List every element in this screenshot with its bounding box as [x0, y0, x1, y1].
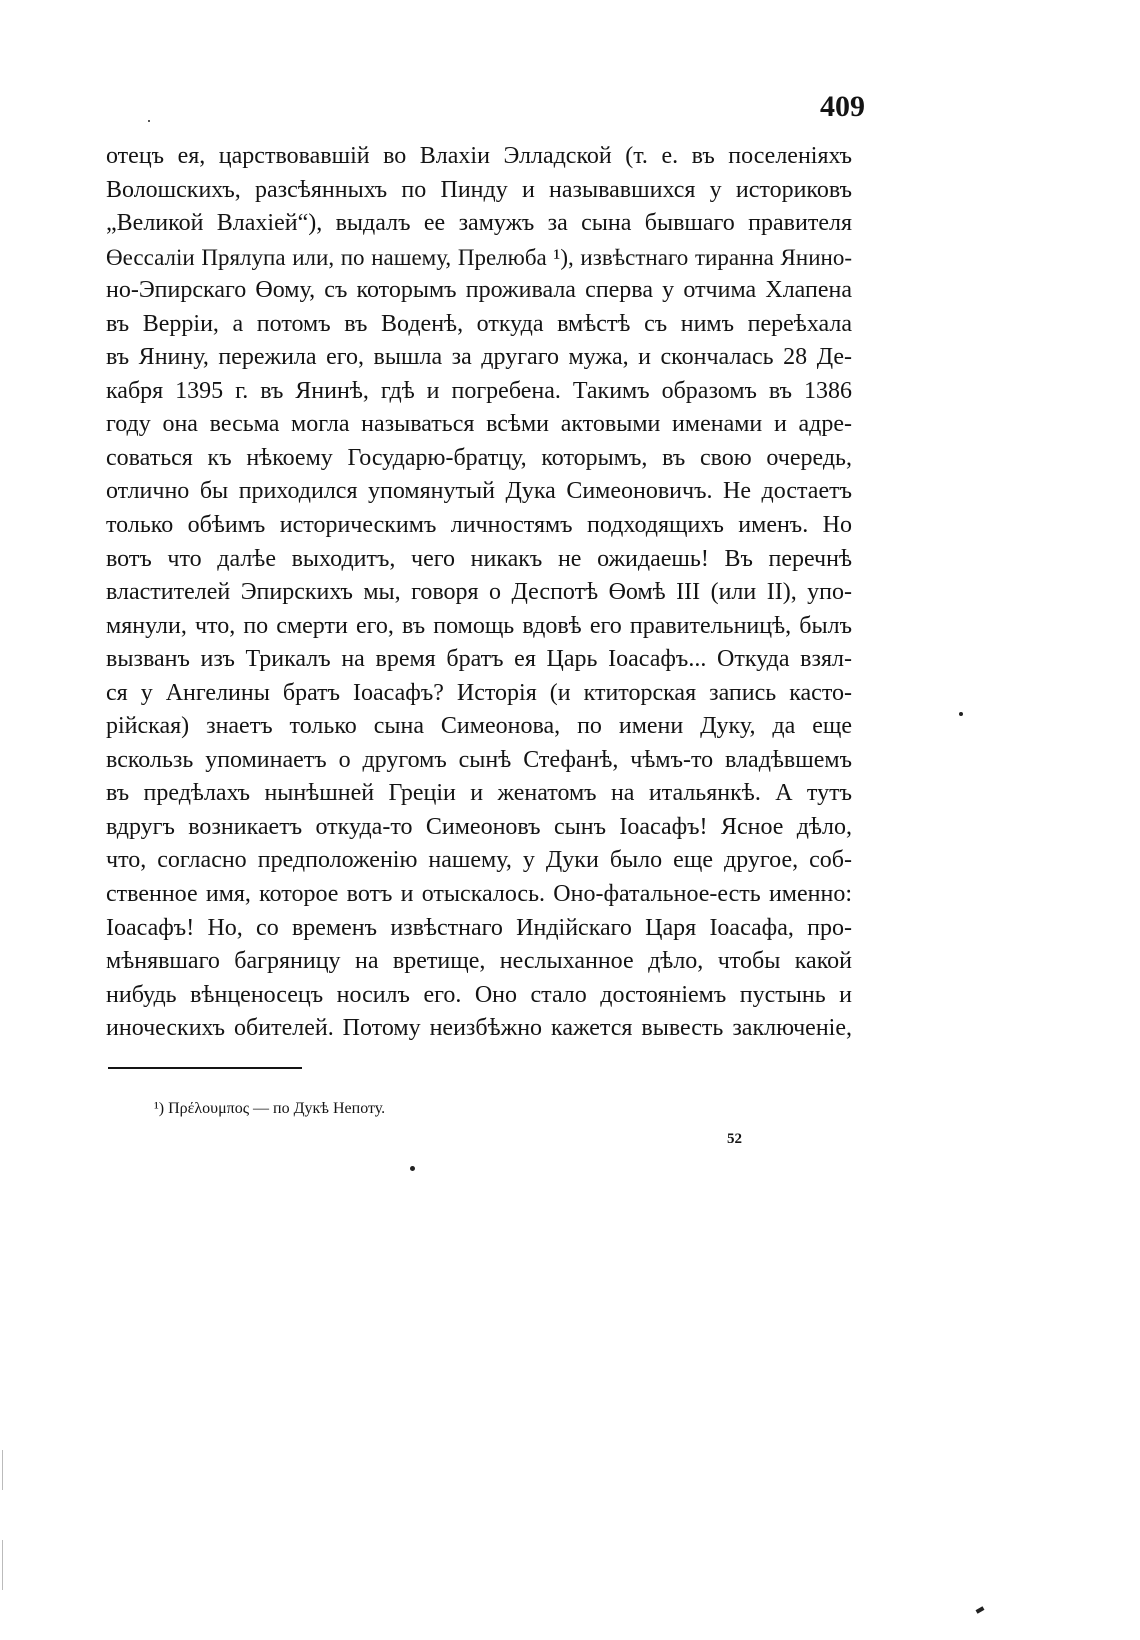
- text-line: въ Янину, пережила его, вышла за другаго мужа, и скончалась 28 Де-: [106, 344, 852, 371]
- print-speck: [148, 120, 150, 122]
- text-line: только обѣимъ историческимъ личностямъ подходящихъ именъ. Но: [106, 512, 852, 539]
- body-text: [106, 140, 852, 1046]
- footnote: ¹) Πρέλουμπος — по Дукѣ Непоту.: [154, 1100, 386, 1117]
- text-line: Өессаліи Прялупа или, по нашему, Прелюба ¹), извѣстнаго тиранна Янино-: [106, 244, 852, 270]
- print-speck: [410, 1166, 415, 1171]
- text-line: что, согласно предположенію нашему, у Дуки было еще другое, соб-: [106, 847, 852, 874]
- print-speck: [976, 1606, 985, 1613]
- text-line: нибудь вѣнценосецъ носилъ его. Оно стало достояніемъ пустынь и: [106, 981, 852, 1008]
- scan-edge-mark: [2, 1450, 3, 1490]
- text-line: властителей Эпирскихъ мы, говоря о Деспотѣ Өомѣ III (или II), упо-: [106, 579, 852, 606]
- text-line: Волошскихъ, разсѣянныхъ по Пинду и называвшихся у историковъ: [106, 176, 852, 203]
- scan-edge-mark: [2, 1540, 3, 1590]
- text-line: ственное имя, которое вотъ и отыскалось. Оно-фатальное-есть именно:: [106, 881, 852, 908]
- footnote-rule: [108, 1067, 302, 1069]
- text-line: вскользь упоминаетъ о другомъ сынѣ Стефанѣ, чѣмъ-то владѣвшемъ: [106, 746, 852, 773]
- text-line: вотъ что далѣе выходитъ, чего никакъ не ожидаешь! Въ перечнѣ: [106, 545, 852, 572]
- page-number: 409: [820, 90, 865, 123]
- text-line: соваться къ нѣкоему Государю-братцу, которымъ, въ свою очередь,: [106, 444, 852, 471]
- text-line: мянули, что, по смерти его, въ помощь вдовѣ его правительницѣ, былъ: [106, 612, 852, 639]
- text-line: отецъ ея, царствовавшій во Влахіи Элладской (т. е. въ поселеніяхъ: [106, 143, 852, 169]
- text-line: рійская) знаетъ только сына Симеонова, по имени Дуку, да еще: [106, 713, 852, 740]
- text-line: году она весьма могла называться всѣми актовыми именами и адре-: [106, 411, 852, 438]
- text-line: вызванъ изъ Трикалъ на время братъ ея Царь Іоасафъ... Откуда взял-: [106, 646, 852, 673]
- text-line: въ Верріи, а потомъ въ Воденѣ, откуда вмѣстѣ съ нимъ переѣхала: [106, 310, 852, 337]
- text-line: отлично бы приходился упомянутый Дука Симеоновичъ. Не достаетъ: [106, 478, 852, 505]
- text-line: вдругъ возникаетъ откуда-то Симеоновъ сынъ Іоасафъ! Ясное дѣло,: [106, 813, 852, 840]
- text-line: ся у Ангелины братъ Іоасафъ? Исторія (и ктиторская запись касто-: [106, 679, 852, 706]
- text-line: но-Эпирскаго Өому, съ которымъ проживала сперва у отчима Хлапена: [106, 277, 852, 304]
- signature-mark: 52: [727, 1131, 742, 1147]
- text-line: „Великой Влахіей“), выдалъ ее замужъ за сына бывшаго правителя: [106, 210, 852, 237]
- text-line: мѣнявшаго багряницу на вретище, неслыханное дѣло, чтобы какой: [106, 948, 852, 975]
- print-speck: [959, 712, 963, 716]
- text-line: Іоасафъ! Но, со временъ извѣстнаго Индійскаго Царя Іоасафа, про-: [106, 914, 852, 941]
- text-line: въ предѣлахъ нынѣшней Греціи и женатомъ на итальянкѣ. А тутъ: [106, 780, 852, 807]
- text-line: кабря 1395 г. въ Янинѣ, гдѣ и погребена. Такимъ образомъ въ 1386: [106, 377, 852, 404]
- text-line: иноческихъ обителей. Потому неизбѣжно кажется вывесть заключеніе,: [106, 1015, 852, 1042]
